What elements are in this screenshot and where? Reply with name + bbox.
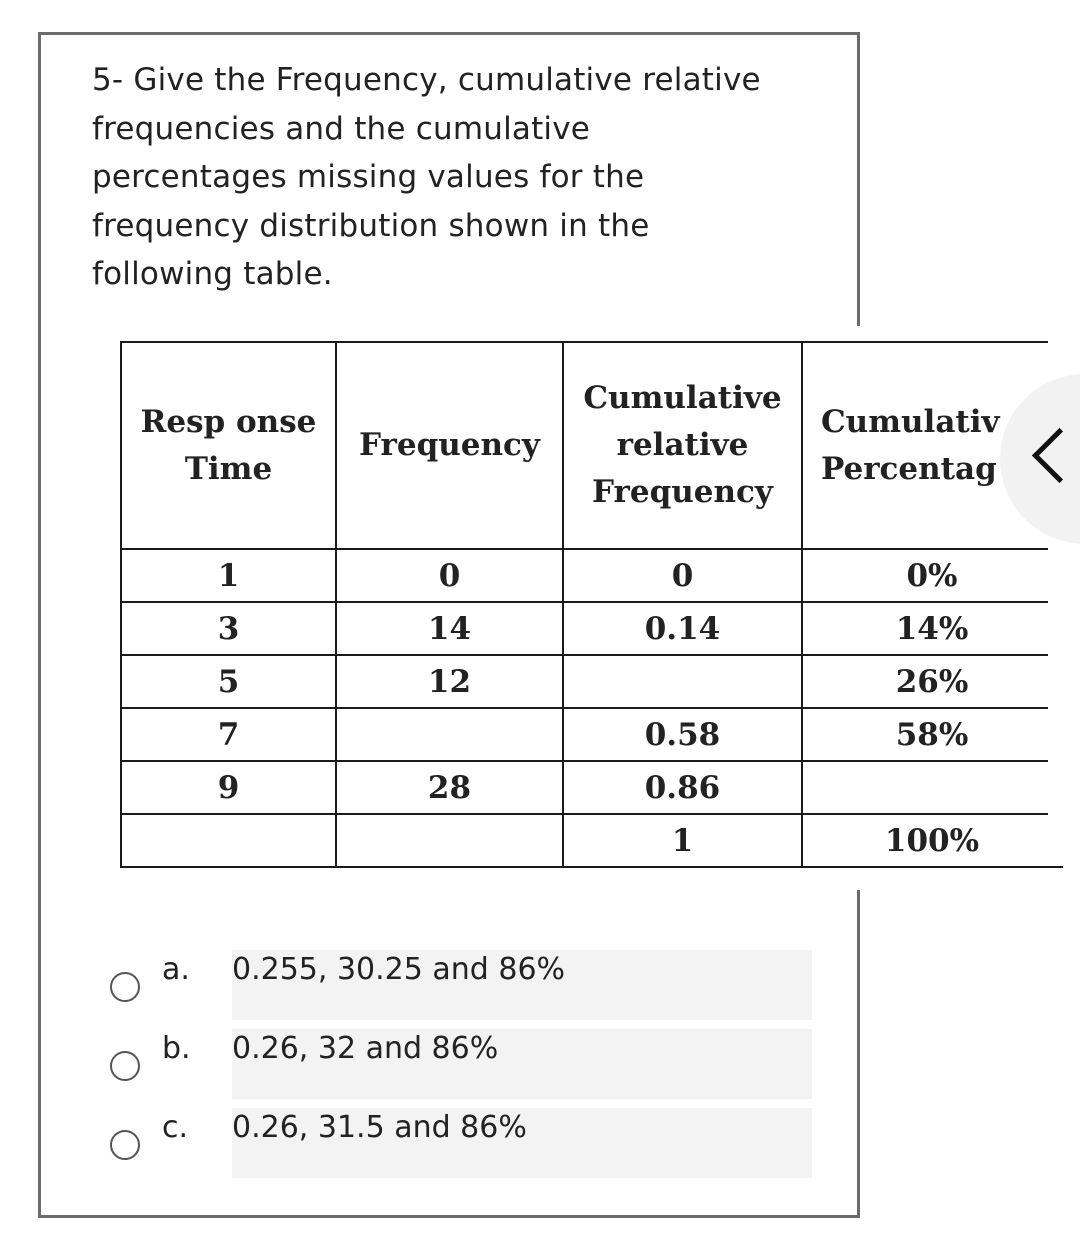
cell-cum-rel: 0.58 — [563, 708, 802, 761]
table-header-row — [121, 342, 1062, 549]
table-row — [121, 602, 1062, 655]
header-text: Cumulative — [583, 380, 782, 416]
question-line: frequencies and the cumulative — [92, 110, 591, 147]
option-b[interactable] — [108, 1031, 828, 1101]
option-c[interactable] — [108, 1110, 828, 1180]
cell-cum-rel: 1 — [563, 814, 802, 867]
header-text: Cumulativ — [821, 403, 1000, 440]
header-frequency — [336, 342, 563, 549]
option-a[interactable] — [108, 952, 828, 1022]
option-text[interactable]: 0.26, 32 and 86% — [232, 1031, 499, 1066]
chevron-left-icon — [1032, 428, 1080, 483]
radio-circle-icon[interactable] — [110, 1130, 140, 1160]
frequency-table — [120, 341, 1063, 868]
header-text: Frequency — [359, 427, 540, 463]
radio-circle-icon[interactable] — [110, 972, 140, 1002]
question-text — [92, 56, 832, 299]
cell-time: 3 — [121, 602, 336, 655]
cell-time: 9 — [121, 761, 336, 814]
question-line: frequency distribution shown in the — [92, 207, 650, 244]
table-row — [121, 708, 1062, 761]
cell-frequency: 0 — [336, 549, 563, 602]
cell-cum-rel — [563, 655, 802, 708]
table-row — [121, 549, 1062, 602]
table-row — [121, 814, 1062, 867]
cell-frequency: 14 — [336, 602, 563, 655]
cell-cum-pct: 100% — [802, 814, 1062, 867]
header-cumulative-relative-frequency — [563, 342, 802, 549]
cell-cum-pct: 14% — [802, 602, 1062, 655]
cell-time: 5 — [121, 655, 336, 708]
radio-circle-icon[interactable] — [110, 1051, 140, 1081]
cell-time: 1 — [121, 549, 336, 602]
header-text: Time — [184, 450, 273, 487]
question-line: 5- Give the Frequency, cumulative relative — [92, 62, 761, 98]
option-letter: c. — [162, 1110, 189, 1145]
cell-frequency — [336, 708, 563, 761]
cell-cum-pct: 26% — [802, 655, 1062, 708]
cell-cum-rel: 0.14 — [563, 602, 802, 655]
cell-frequency: 12 — [336, 655, 563, 708]
option-letter: a. — [162, 952, 190, 987]
cell-cum-pct: 0% — [802, 549, 1062, 602]
cell-cum-pct: 58% — [802, 708, 1062, 761]
header-response-time — [121, 342, 336, 549]
option-letter: b. — [162, 1031, 191, 1066]
table-row — [121, 761, 1062, 814]
cell-frequency: 28 — [336, 761, 563, 814]
header-text: Resp onse — [140, 403, 317, 440]
question-line: following table. — [92, 256, 333, 293]
header-text: relative — [616, 427, 749, 463]
cell-time: 7 — [121, 708, 336, 761]
cell-frequency — [336, 814, 563, 867]
header-text: Percentag — [821, 450, 997, 487]
cell-cum-rel: 0 — [563, 549, 802, 602]
cell-cum-rel: 0.86 — [563, 761, 802, 814]
cell-time — [121, 814, 336, 867]
table-row — [121, 655, 1062, 708]
option-text[interactable]: 0.26, 31.5 and 86% — [232, 1110, 527, 1145]
header-text: Frequency — [592, 474, 773, 510]
option-text[interactable]: 0.255, 30.25 and 86% — [232, 952, 566, 987]
cell-cum-pct — [802, 761, 1062, 814]
question-line: percentages missing values for the — [92, 159, 645, 196]
